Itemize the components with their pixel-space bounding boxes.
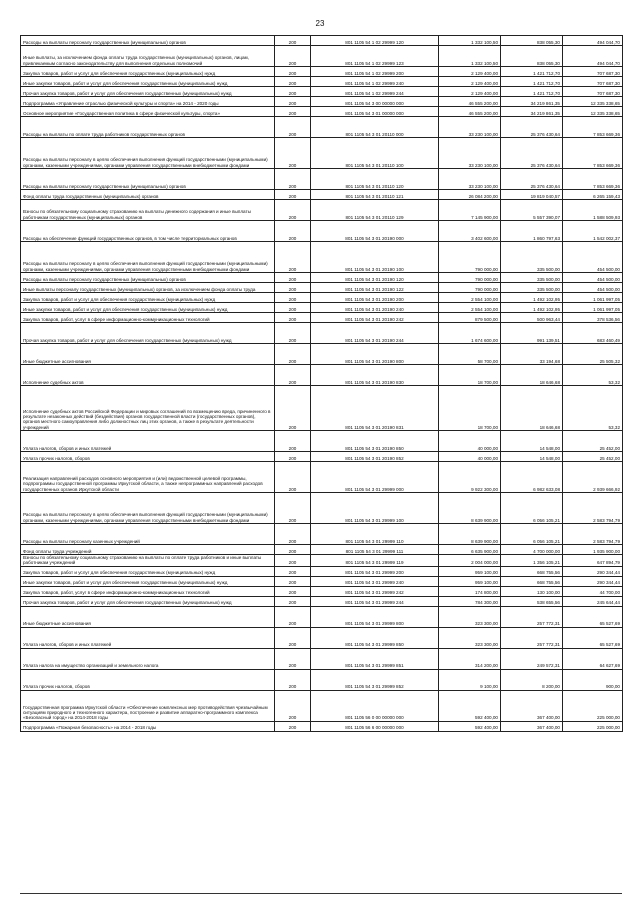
row-unexecuted-amount-cell: 65 527,69 — [563, 627, 623, 648]
row-classification-code-cell: 801 1105 54 3 01 20110 100 — [311, 138, 439, 169]
row-executed-amount-cell: 1 421 712,70 — [501, 67, 563, 77]
row-classification-code-cell: 801 1105 54 3 01 20110 121 — [311, 190, 439, 200]
row-code-cell: 200 — [275, 386, 311, 431]
row-executed-amount-cell: 34 219 861,35 — [501, 97, 563, 107]
row-unexecuted-amount-cell: 64 627,69 — [563, 648, 623, 669]
row-unexecuted-amount-cell: 25 452,00 — [563, 431, 623, 452]
row-approved-amount-cell: 33 230 100,00 — [439, 138, 501, 169]
row-classification-code-cell: 801 1105 54 1 02 29999 120 — [311, 36, 439, 46]
row-classification-code-cell: 801 1105 54 1 02 29999 123 — [311, 46, 439, 67]
row-unexecuted-amount-cell: 225 000,00 — [563, 690, 623, 721]
table-row — [21, 606, 623, 627]
row-unexecuted-amount-cell: 245 644,44 — [563, 596, 623, 606]
row-code-cell: 200 — [275, 107, 311, 117]
table-row — [21, 221, 623, 242]
row-executed-amount-cell: 6 056 105,21 — [501, 524, 563, 545]
row-approved-amount-cell: 1 674 600,00 — [439, 323, 501, 344]
row-name-cell: Уплата налогов, сборов и иных платежей — [21, 627, 275, 648]
row-classification-code-cell: 801 1105 54 3 01 29999 110 — [311, 524, 439, 545]
row-executed-amount-cell: 838 055,30 — [501, 46, 563, 67]
row-unexecuted-amount-cell: 454 500,00 — [563, 273, 623, 283]
table-row — [21, 117, 623, 138]
row-approved-amount-cell: 1 332 100,50 — [439, 46, 501, 67]
row-name-cell: Исполнение судебных актов — [21, 365, 275, 386]
row-executed-amount-cell: 838 055,30 — [501, 36, 563, 46]
row-name-cell: Прочая закупка товаров, работ и услуг для обеспечения государственных (муниципальных) нужд — [21, 323, 275, 344]
row-classification-code-cell: 801 1105 54 1 02 29999 200 — [311, 67, 439, 77]
row-executed-amount-cell: 4 700 000,00 — [501, 545, 563, 555]
row-approved-amount-cell: 314 200,00 — [439, 648, 501, 669]
row-name-cell: Уплата налогов, сборов и иных платежей — [21, 431, 275, 452]
row-executed-amount-cell: 130 100,00 — [501, 586, 563, 596]
row-code-cell: 200 — [275, 721, 311, 731]
row-classification-code-cell: 801 1105 54 3 01 29999 100 — [311, 493, 439, 524]
row-name-cell: Закупка товаров, работ, услуг в сфере информационно-коммуникационных технологий — [21, 586, 275, 596]
row-approved-amount-cell: 6 635 900,00 — [439, 545, 501, 555]
row-unexecuted-amount-cell: 7 853 669,36 — [563, 117, 623, 138]
row-classification-code-cell: 801 1105 54 3 01 20190 100 — [311, 242, 439, 273]
row-classification-code-cell: 801 1105 54 3 01 20190 242 — [311, 313, 439, 323]
table-row — [21, 545, 623, 555]
row-name-cell: Фонд оплаты труда учреждений — [21, 545, 275, 555]
row-executed-amount-cell: 1 492 102,95 — [501, 293, 563, 303]
row-name-cell: Закупка товаров, работ и услуг для обеспечения государственных (муниципальных) нужд — [21, 67, 275, 77]
table-row — [21, 462, 623, 493]
row-executed-amount-cell: 6 982 633,08 — [501, 462, 563, 493]
row-code-cell: 200 — [275, 365, 311, 386]
row-approved-amount-cell: 784 300,00 — [439, 596, 501, 606]
row-unexecuted-amount-cell: 53,32 — [563, 386, 623, 431]
row-name-cell: Взносы по обязательному социальному страхованию на выплаты денежного содержания и иные выплаты работникам государственных (муниципальных) органов — [21, 200, 275, 221]
row-name-cell: Расходы на выплаты по оплате труда работников государственных органов — [21, 117, 275, 138]
row-classification-code-cell: 801 1105 54 3 01 29999 851 — [311, 648, 439, 669]
row-unexecuted-amount-cell: 290 344,44 — [563, 576, 623, 586]
row-code-cell: 200 — [275, 97, 311, 107]
row-classification-code-cell: 801 1105 54 3 01 20190 240 — [311, 303, 439, 313]
row-executed-amount-cell: 257 772,31 — [501, 627, 563, 648]
row-code-cell: 200 — [275, 586, 311, 596]
table-row — [21, 273, 623, 283]
row-approved-amount-cell: 323 300,00 — [439, 606, 501, 627]
row-classification-code-cell: 801 1105 54 3 01 29999 119 — [311, 555, 439, 567]
row-unexecuted-amount-cell: 53,32 — [563, 365, 623, 386]
row-code-cell: 200 — [275, 344, 311, 365]
row-unexecuted-amount-cell: 225 000,00 — [563, 721, 623, 731]
row-approved-amount-cell: 18 700,00 — [439, 386, 501, 431]
row-code-cell: 200 — [275, 555, 311, 567]
row-approved-amount-cell: 33 230 100,00 — [439, 117, 501, 138]
row-approved-amount-cell: 2 129 400,00 — [439, 67, 501, 77]
row-approved-amount-cell: 2 554 100,00 — [439, 293, 501, 303]
table-row — [21, 107, 623, 117]
row-code-cell: 200 — [275, 606, 311, 627]
row-executed-amount-cell: 34 219 861,35 — [501, 107, 563, 117]
row-name-cell: Иные закупки товаров, работ и услуг для обеспечения государственных (муниципальных) нужд — [21, 77, 275, 87]
table-row — [21, 555, 623, 567]
table-row — [21, 365, 623, 386]
row-unexecuted-amount-cell: 25 505,32 — [563, 344, 623, 365]
row-classification-code-cell: 801 1105 54 3 01 20190 244 — [311, 323, 439, 344]
row-executed-amount-cell: 668 755,56 — [501, 576, 563, 586]
row-approved-amount-cell: 7 145 900,00 — [439, 200, 501, 221]
row-code-cell: 200 — [275, 596, 311, 606]
row-unexecuted-amount-cell: 65 527,69 — [563, 606, 623, 627]
table-row — [21, 323, 623, 344]
row-classification-code-cell: 801 1105 54 1 02 29999 244 — [311, 87, 439, 97]
table-row — [21, 627, 623, 648]
row-approved-amount-cell: 18 700,00 — [439, 365, 501, 386]
table-row — [21, 452, 623, 462]
row-executed-amount-cell: 5 557 390,07 — [501, 200, 563, 221]
row-approved-amount-cell: 790 000,00 — [439, 242, 501, 273]
table-row — [21, 46, 623, 67]
row-name-cell: Основное мероприятие «Государственная политика в сфере физической культуры, спорта» — [21, 107, 275, 117]
row-name-cell: Прочая закупка товаров, работ и услуг для обеспечения государственных (муниципальных) нужд — [21, 87, 275, 97]
row-classification-code-cell: 801 1105 56 0 00 00000 000 — [311, 690, 439, 721]
table-row — [21, 721, 623, 731]
row-executed-amount-cell: 19 819 040,57 — [501, 190, 563, 200]
row-approved-amount-cell: 8 639 900,00 — [439, 493, 501, 524]
row-unexecuted-amount-cell: 494 044,70 — [563, 46, 623, 67]
row-unexecuted-amount-cell: 1 542 002,37 — [563, 221, 623, 242]
row-classification-code-cell: 801 1105 54 3 01 20110 120 — [311, 169, 439, 190]
row-executed-amount-cell: 25 376 430,64 — [501, 138, 563, 169]
row-name-cell: Расходы на выплаты персоналу в целях обеспечения выполнения функций государственными (муниципальными) органами, казенными учреждениями, органами управления государственными внебюджетными фондами — [21, 493, 275, 524]
row-executed-amount-cell: 367 400,00 — [501, 721, 563, 731]
row-classification-code-cell: 801 1105 54 3 01 20190 122 — [311, 283, 439, 293]
row-name-cell: Расходы на выплаты персоналу в целях обеспечения выполнения функций государственными (муниципальными) органами, казенными учреждениями, органами управления государственными внебюджетными фондами — [21, 242, 275, 273]
row-unexecuted-amount-cell: 6 265 159,43 — [563, 190, 623, 200]
row-unexecuted-amount-cell: 707 687,30 — [563, 77, 623, 87]
row-name-cell: Прочая закупка товаров, работ и услуг для обеспечения государственных (муниципальных) нужд — [21, 596, 275, 606]
table-row — [21, 200, 623, 221]
row-unexecuted-amount-cell: 7 853 669,36 — [563, 169, 623, 190]
row-approved-amount-cell: 959 100,00 — [439, 576, 501, 586]
row-executed-amount-cell: 500 963,44 — [501, 313, 563, 323]
row-classification-code-cell: 801 1105 54 3 01 20190 000 — [311, 221, 439, 242]
table-row — [21, 669, 623, 690]
row-unexecuted-amount-cell: 12 335 338,65 — [563, 107, 623, 117]
row-code-cell: 200 — [275, 452, 311, 462]
table-row — [21, 566, 623, 576]
row-code-cell: 200 — [275, 576, 311, 586]
row-executed-amount-cell: 668 755,56 — [501, 566, 563, 576]
row-code-cell: 200 — [275, 200, 311, 221]
row-unexecuted-amount-cell: 7 853 669,36 — [563, 138, 623, 169]
row-code-cell: 200 — [275, 566, 311, 576]
row-classification-code-cell: 801 1105 54 3 01 20190 831 — [311, 386, 439, 431]
row-approved-amount-cell: 33 230 100,00 — [439, 169, 501, 190]
table-row — [21, 87, 623, 97]
row-unexecuted-amount-cell: 454 500,00 — [563, 242, 623, 273]
row-unexecuted-amount-cell: 290 344,44 — [563, 566, 623, 576]
row-name-cell: Иные закупки товаров, работ и услуг для обеспечения государственных (муниципальных) нужд — [21, 576, 275, 586]
row-classification-code-cell: 801 1105 54 3 01 20190 830 — [311, 365, 439, 386]
row-code-cell: 200 — [275, 273, 311, 283]
table-row — [21, 386, 623, 431]
row-classification-code-cell: 801 1105 54 3 01 20110 000 — [311, 117, 439, 138]
row-approved-amount-cell: 58 700,00 — [439, 344, 501, 365]
row-name-cell: Иные бюджетные ассигнования — [21, 606, 275, 627]
budget-execution-table — [20, 35, 623, 732]
row-code-cell: 200 — [275, 690, 311, 721]
table-row — [21, 493, 623, 524]
row-executed-amount-cell: 367 400,00 — [501, 690, 563, 721]
row-approved-amount-cell: 323 300,00 — [439, 627, 501, 648]
row-code-cell: 200 — [275, 524, 311, 545]
row-name-cell: Государственная программа Иркутской области «Обеспечение комплексных мер противодействия чрезвычайным ситуациям природного и техногенного характера, построение и развитие аппаратно-программного комплекса «Безопасный город» на 2014-2018 годы — [21, 690, 275, 721]
table-row — [21, 283, 623, 293]
row-name-cell: Расходы на выплаты персоналу государственных (муниципальных) органов — [21, 36, 275, 46]
row-approved-amount-cell: 592 400,00 — [439, 721, 501, 731]
table-row — [21, 576, 623, 586]
row-code-cell: 200 — [275, 545, 311, 555]
row-name-cell: Закупка товаров, работ и услуг для обеспечения государственных (муниципальных) нужд — [21, 566, 275, 576]
row-code-cell: 200 — [275, 313, 311, 323]
row-executed-amount-cell: 1 492 102,95 — [501, 303, 563, 313]
row-approved-amount-cell: 790 000,00 — [439, 273, 501, 283]
row-executed-amount-cell: 335 500,00 — [501, 242, 563, 273]
row-unexecuted-amount-cell: 647 894,79 — [563, 555, 623, 567]
row-code-cell: 200 — [275, 627, 311, 648]
row-name-cell: Подпрограмма «Пожарная безопасность» на 2014 - 2018 годы — [21, 721, 275, 731]
row-code-cell: 200 — [275, 293, 311, 303]
row-approved-amount-cell: 2 129 400,00 — [439, 87, 501, 97]
row-classification-code-cell: 801 1105 54 3 01 29999 000 — [311, 462, 439, 493]
table-row — [21, 190, 623, 200]
row-code-cell: 200 — [275, 77, 311, 87]
row-classification-code-cell: 801 1105 54 3 01 29999 244 — [311, 596, 439, 606]
row-approved-amount-cell: 879 500,00 — [439, 313, 501, 323]
row-executed-amount-cell: 335 500,00 — [501, 283, 563, 293]
row-code-cell: 200 — [275, 221, 311, 242]
row-executed-amount-cell: 335 500,00 — [501, 273, 563, 283]
row-classification-code-cell: 801 1105 56 6 00 00000 000 — [311, 721, 439, 731]
row-classification-code-cell: 801 1105 54 3 01 20190 120 — [311, 273, 439, 283]
row-code-cell: 200 — [275, 669, 311, 690]
table-row — [21, 313, 623, 323]
row-code-cell: 200 — [275, 493, 311, 524]
row-code-cell: 200 — [275, 242, 311, 273]
page-bottom-rule — [20, 893, 622, 894]
row-classification-code-cell: 801 1105 54 3 01 00000 000 — [311, 107, 439, 117]
table-body — [21, 36, 623, 732]
table-row — [21, 67, 623, 77]
row-unexecuted-amount-cell: 44 700,00 — [563, 586, 623, 596]
row-executed-amount-cell: 33 194,68 — [501, 344, 563, 365]
row-unexecuted-amount-cell: 1 935 900,00 — [563, 545, 623, 555]
row-name-cell: Уплата прочих налогов, сборов — [21, 669, 275, 690]
row-approved-amount-cell: 46 555 200,00 — [439, 107, 501, 117]
row-name-cell: Подпрограмма «Управление отраслью физической культуры и спорта» на 2014 - 2020 годы — [21, 97, 275, 107]
table-row — [21, 303, 623, 313]
row-code-cell: 200 — [275, 46, 311, 67]
row-name-cell: Иные бюджетные ассигнования — [21, 344, 275, 365]
row-classification-code-cell: 801 1105 54 3 01 29999 850 — [311, 627, 439, 648]
row-name-cell: Уплата прочих налогов, сборов — [21, 452, 275, 462]
row-unexecuted-amount-cell: 378 536,56 — [563, 313, 623, 323]
row-unexecuted-amount-cell: 454 500,00 — [563, 283, 623, 293]
row-code-cell: 200 — [275, 138, 311, 169]
page-number: 23 — [315, 19, 325, 28]
table-row — [21, 648, 623, 669]
row-executed-amount-cell: 18 646,68 — [501, 386, 563, 431]
row-classification-code-cell: 801 1105 54 3 01 29999 200 — [311, 566, 439, 576]
row-code-cell: 200 — [275, 303, 311, 313]
row-name-cell: Фонд оплаты труда государственных (муниципальных) органов — [21, 190, 275, 200]
row-approved-amount-cell: 592 400,00 — [439, 690, 501, 721]
row-classification-code-cell: 801 1105 54 3 01 29999 111 — [311, 545, 439, 555]
row-unexecuted-amount-cell: 707 687,30 — [563, 87, 623, 97]
row-code-cell: 200 — [275, 431, 311, 452]
row-approved-amount-cell: 9 922 300,00 — [439, 462, 501, 493]
row-approved-amount-cell: 2 004 000,00 — [439, 555, 501, 567]
row-executed-amount-cell: 1 356 105,21 — [501, 555, 563, 567]
row-unexecuted-amount-cell: 900,00 — [563, 669, 623, 690]
row-name-cell: Закупка товаров, работ и услуг для обеспечения государственных (муниципальных) нужд — [21, 293, 275, 303]
row-name-cell: Расходы на выплаты персоналу казенных учреждений — [21, 524, 275, 545]
row-unexecuted-amount-cell: 494 044,70 — [563, 36, 623, 46]
row-code-cell: 200 — [275, 36, 311, 46]
table-row — [21, 524, 623, 545]
row-approved-amount-cell: 26 084 200,00 — [439, 190, 501, 200]
table-row — [21, 431, 623, 452]
row-executed-amount-cell: 25 376 430,64 — [501, 169, 563, 190]
table-row — [21, 690, 623, 721]
row-executed-amount-cell: 8 200,00 — [501, 669, 563, 690]
row-executed-amount-cell: 249 572,31 — [501, 648, 563, 669]
row-approved-amount-cell: 3 402 600,00 — [439, 221, 501, 242]
row-name-cell: Расходы на выплаты персоналу в целях обеспечения выполнения функций государственными (муниципальными) органами, казенными учреждениями, органами управления государственными внебюджетными фондами — [21, 138, 275, 169]
row-classification-code-cell: 801 1105 54 3 00 00000 000 — [311, 97, 439, 107]
row-executed-amount-cell: 1 421 712,70 — [501, 87, 563, 97]
row-name-cell: Реализация направлений расходов основного мероприятия и (или) ведомственной целевой программы, подпрограммы государственной программы Иркутской области, а также непрограммных направлений расходов государственных органов Иркутской области — [21, 462, 275, 493]
row-code-cell: 200 — [275, 67, 311, 77]
table-row — [21, 293, 623, 303]
row-classification-code-cell: 801 1105 54 1 02 29999 240 — [311, 77, 439, 87]
row-code-cell: 200 — [275, 87, 311, 97]
row-executed-amount-cell: 257 772,31 — [501, 606, 563, 627]
table-row — [21, 77, 623, 87]
row-code-cell: 200 — [275, 283, 311, 293]
row-unexecuted-amount-cell: 1 061 997,05 — [563, 293, 623, 303]
row-approved-amount-cell: 1 332 100,50 — [439, 36, 501, 46]
row-code-cell: 200 — [275, 190, 311, 200]
row-executed-amount-cell: 14 548,00 — [501, 452, 563, 462]
row-unexecuted-amount-cell: 2 939 666,92 — [563, 462, 623, 493]
row-name-cell: Иные выплаты, за исключением фонда оплаты труда государственных (муниципальных) органов, лицам, привлекаемым согласно законодательству для выполнения отдельных полномочий — [21, 46, 275, 67]
row-approved-amount-cell: 2 129 400,00 — [439, 77, 501, 87]
row-classification-code-cell: 801 1105 54 3 01 20190 800 — [311, 344, 439, 365]
row-name-cell: Исполнение судебных актов Российской Федерации и мировых соглашений по возмещению вреда, причиненного в результате незаконных действий (бездействия) органов государственной власти (государственных органов), органов местного самоуправления либо должностных лиц этих органов, а также в результате деятельности учреждений — [21, 386, 275, 431]
row-executed-amount-cell: 991 139,51 — [501, 323, 563, 344]
table-row — [21, 344, 623, 365]
row-unexecuted-amount-cell: 2 583 794,79 — [563, 493, 623, 524]
row-code-cell: 200 — [275, 117, 311, 138]
table-row — [21, 586, 623, 596]
row-executed-amount-cell: 538 655,56 — [501, 596, 563, 606]
row-unexecuted-amount-cell: 12 335 338,65 — [563, 97, 623, 107]
row-approved-amount-cell: 40 000,00 — [439, 452, 501, 462]
row-approved-amount-cell: 174 800,00 — [439, 586, 501, 596]
table-row — [21, 36, 623, 46]
row-executed-amount-cell: 1 421 712,70 — [501, 77, 563, 87]
row-code-cell: 200 — [275, 648, 311, 669]
row-executed-amount-cell: 6 056 105,21 — [501, 493, 563, 524]
row-approved-amount-cell: 959 100,00 — [439, 566, 501, 576]
row-unexecuted-amount-cell: 2 583 794,79 — [563, 524, 623, 545]
row-unexecuted-amount-cell: 25 452,00 — [563, 452, 623, 462]
row-name-cell: Иные закупки товаров, работ и услуг для обеспечения государственных (муниципальных) нужд — [21, 303, 275, 313]
row-classification-code-cell: 801 1105 54 3 01 29999 852 — [311, 669, 439, 690]
row-classification-code-cell: 801 1105 54 3 01 20110 129 — [311, 200, 439, 221]
row-unexecuted-amount-cell: 683 460,49 — [563, 323, 623, 344]
row-executed-amount-cell: 1 860 797,63 — [501, 221, 563, 242]
table-row — [21, 169, 623, 190]
row-classification-code-cell: 801 1105 54 3 01 20190 200 — [311, 293, 439, 303]
row-name-cell: Расходы на выплаты персоналу государственных (муниципальных) органов — [21, 169, 275, 190]
row-name-cell: Уплата налога на имущество организаций и земельного налога — [21, 648, 275, 669]
row-approved-amount-cell: 46 555 200,00 — [439, 97, 501, 107]
row-approved-amount-cell: 8 639 900,00 — [439, 524, 501, 545]
row-name-cell: Расходы на выплаты персоналу государственных (муниципальных) органов — [21, 273, 275, 283]
row-unexecuted-amount-cell: 707 687,30 — [563, 67, 623, 77]
row-approved-amount-cell: 9 100,00 — [439, 669, 501, 690]
row-classification-code-cell: 801 1105 54 3 01 20190 852 — [311, 452, 439, 462]
row-name-cell: Закупка товаров, работ, услуг в сфере информационно-коммуникационных технологий — [21, 313, 275, 323]
row-executed-amount-cell: 25 376 430,64 — [501, 117, 563, 138]
row-code-cell: 200 — [275, 169, 311, 190]
row-executed-amount-cell: 18 646,68 — [501, 365, 563, 386]
row-approved-amount-cell: 790 000,00 — [439, 283, 501, 293]
row-unexecuted-amount-cell: 1 061 997,05 — [563, 303, 623, 313]
row-name-cell: Взносы по обязательному социальному страхованию на выплаты по оплате труда работников и иные выплаты работникам учреждений — [21, 555, 275, 567]
row-classification-code-cell: 801 1105 54 3 01 20190 850 — [311, 431, 439, 452]
row-name-cell: Иные выплаты персоналу государственных (муниципальных) органов, за исключением фонда оплаты труда — [21, 283, 275, 293]
table-row — [21, 97, 623, 107]
table-row — [21, 138, 623, 169]
row-classification-code-cell: 801 1105 54 3 01 29999 242 — [311, 586, 439, 596]
row-approved-amount-cell: 40 000,00 — [439, 431, 501, 452]
row-classification-code-cell: 801 1105 54 3 01 29999 800 — [311, 606, 439, 627]
row-code-cell: 200 — [275, 323, 311, 344]
row-code-cell: 200 — [275, 462, 311, 493]
row-approved-amount-cell: 2 554 100,00 — [439, 303, 501, 313]
table-row — [21, 242, 623, 273]
row-unexecuted-amount-cell: 1 588 509,93 — [563, 200, 623, 221]
row-classification-code-cell: 801 1105 54 3 01 29999 240 — [311, 576, 439, 586]
row-name-cell: Расходы на обеспечение функций государственных органов, в том числе территориальных органов — [21, 221, 275, 242]
row-executed-amount-cell: 14 548,00 — [501, 431, 563, 452]
table-row — [21, 596, 623, 606]
